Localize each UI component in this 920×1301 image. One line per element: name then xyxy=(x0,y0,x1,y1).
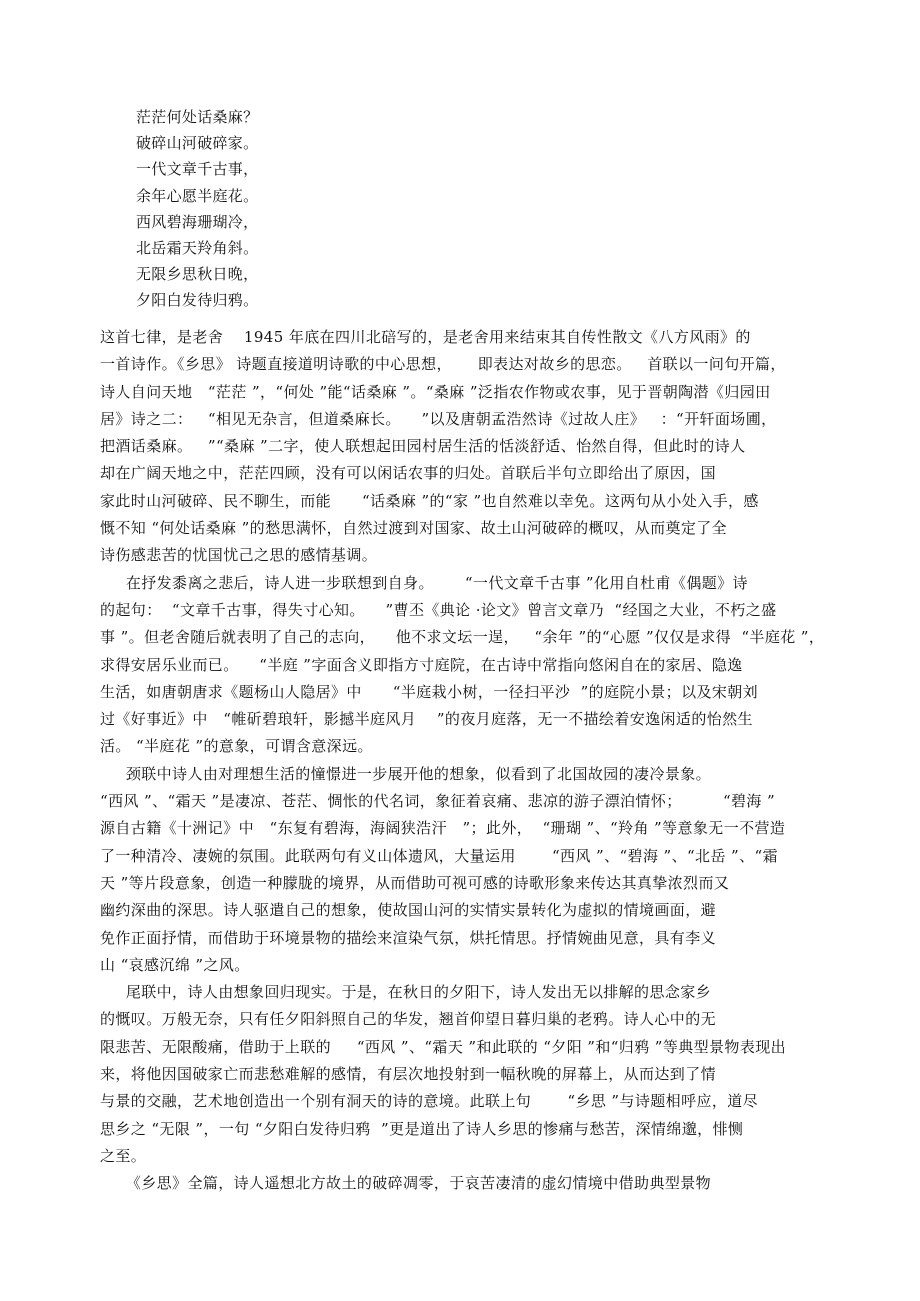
text-line: 之至。 xyxy=(100,1146,147,1165)
text-line: 却在广阔天地之中，茫茫四顾，没有可以闲话农事的归处。首联后半句立即给出了原因，国 xyxy=(100,464,717,483)
text-line: 这首七律，是老舍 1945 年底在四川北碚写的，是老舍用来结束其自传性散文《八方风雨》的 xyxy=(100,328,751,346)
text-line: 一首诗作。《乡思》 诗题直接道明诗歌的中心思想， 即表达对故乡的思恋。 首联以一问句开篇， xyxy=(100,355,786,374)
text-line: 《乡思》全篇，诗人遥想北方故土的破碎凋零，于哀苦凄清的虚幻情境中借助典型景物 xyxy=(100,1174,712,1193)
text-line: 免作正面抒情，而借助于环境景物的描绘来渲染气氛，烘托情思。抒情婉曲见意，具有李义 xyxy=(100,928,717,947)
text-line: 活。 “半庭花 ”的意象，可谓含意深远。 xyxy=(100,737,373,756)
text-line: 过《好事近》中 “帷斫碧琅轩，影撼半庭风月 ”的夜月庭落，无一不描绘着安逸闲适的怡然生 xyxy=(100,710,753,729)
poem-block xyxy=(136,104,436,314)
text-line: 求得安居乐业而已。 “半庭 ”字面含义即指方寸庭院，在古诗中常指向悠闲自在的家居、隐逸 xyxy=(100,655,743,674)
text-line: 与景的交融，艺术地创造出一个别有洞天的诗的意境。此联上句 “乡思 ”与诗题相呼应，道尽 xyxy=(100,1092,759,1111)
text-line: 在抒发黍离之悲后，诗人进一步联想到自身。 “一代文章千古事 ”化用自杜甫《偶题》诗 xyxy=(100,573,748,592)
poem-line: 破碎山河破碎家。 xyxy=(136,134,259,153)
text-line: 思乡之 “无限 ”，一句 “夕阳白发待归鸦 ”更是道出了诗人乡思的惨痛与愁苦，深情绵邈，悱恻 xyxy=(100,1119,744,1138)
text-line: 尾联中，诗人由想象回归现实。于是，在秋日的夕阳下，诗人发出无以排解的思念家乡 xyxy=(100,983,712,1002)
text-line: 事 ”。但老舍随后就表明了自己的志向， 他不求文坛一逞， “余年 ”的“心愿 ”仅仅是求得 “半庭花 ”， xyxy=(100,628,825,647)
text-line: “西风 ”、“霜天 ”是凄凉、苍茫、惆怅的代名词，象征着哀痛、悲凉的游子漂泊情怀； “碧海 ” xyxy=(100,792,776,811)
text-line: 居》诗之二： “相见无杂言，但道桑麻长。 ”以及唐朝孟浩然诗《过故人庄》 ：“开轩面场圃， xyxy=(100,409,777,428)
text-line: 的起句： “文章千古事，得失寸心知。 ”曹丕《典论 ·论文》曾言文章乃 “经国之大业，不朽之盛 xyxy=(100,600,777,619)
text-line: 山 “哀感沉绵 ”之风。 xyxy=(100,955,250,974)
poem-line: 西风碧海珊瑚冷， xyxy=(136,212,259,231)
commentary-text xyxy=(100,324,825,1198)
text-line: 天 ”等片段意象，创造一种朦胧的境界，从而借助可视可感的诗歌形象来传达其真挚浓烈而又 xyxy=(100,873,730,892)
poem-line: 一代文章千古事， xyxy=(136,160,259,179)
text-line: 慨不知 “何处话桑麻 ”的愁思满怀，自然过渡到对国家、故土山河破碎的概叹，从而奠定了全 xyxy=(100,519,728,538)
text-line: 的慨叹。万般无奈，只有任夕阳斜照自己的华发，翘首仰望日暮归巢的老鸦。诗人心中的无 xyxy=(100,1010,717,1029)
text-line: 限悲苦、无限酸痛，借助于上联的 “西风 ”、“霜天 ”和此联的 “夕阳 ”和“归鸦 ”等典型景物表现出 xyxy=(100,1037,787,1056)
poem-line: 余年心愿半庭花。 xyxy=(136,186,259,205)
poem-line: 茫茫何处话桑麻？ xyxy=(136,108,259,126)
text-line: 诗伤感悲苦的忧国忧己之思的感情基调。 xyxy=(100,546,378,565)
text-line: 了一种清冷、凄婉的氛围。此联两句有义山体遗风，大量运用 “西风 ”、“碧海 ”、“北岳 ”、“霜 xyxy=(100,846,778,865)
poem-line: 无限乡思秋日晚， xyxy=(136,265,259,284)
text-line: 家此时山河破碎、民不聊生，而能 “话桑麻 ”的“家 ”也自然难以幸免。这两句从小处入手，感 xyxy=(100,491,759,510)
text-line: 生活，如唐朝唐求《题杨山人隐居》中 “半庭栽小树，一径扫平沙 ”的庭院小景；以及宋朝刘 xyxy=(100,682,759,701)
text-line: 颈联中诗人由对理想生活的憧憬进一步展开他的想象，似看到了北国故园的凄冷景象。 xyxy=(100,764,712,783)
poem-line: 北岳霜天羚角斜。 xyxy=(136,238,259,257)
poem-line: 夕阳白发待归鸦。 xyxy=(136,291,259,310)
text-line: 幽约深曲的深思。诗人驱遣自己的想象，使故国山河的实情实景转化为虚拟的情境画面，避 xyxy=(100,901,717,920)
text-line: 诗人自问天地 “茫茫 ”，“何处 ”能“话桑麻 ”。“桑麻 ”泛指农作物或农事，见于晋朝陶潜《归园田 xyxy=(100,382,771,401)
text-line: 源自古籍《十洲记》中 “东复有碧海，海阔狭浩汗 ”；此外， “珊瑚 ”、“羚角 ”等意象无一不营造 xyxy=(100,819,786,838)
text-line: 来，将他因国破家亡而悲愁难解的感情，有层次地投射到一幅秋晚的屏幕上，从而达到了情 xyxy=(100,1065,717,1084)
text-line: 把酒话桑麻。 ”“桑麻 ”二字，使人联想起田园村居生活的恬淡舒适、怡然自得，但此时的诗人 xyxy=(100,437,746,456)
